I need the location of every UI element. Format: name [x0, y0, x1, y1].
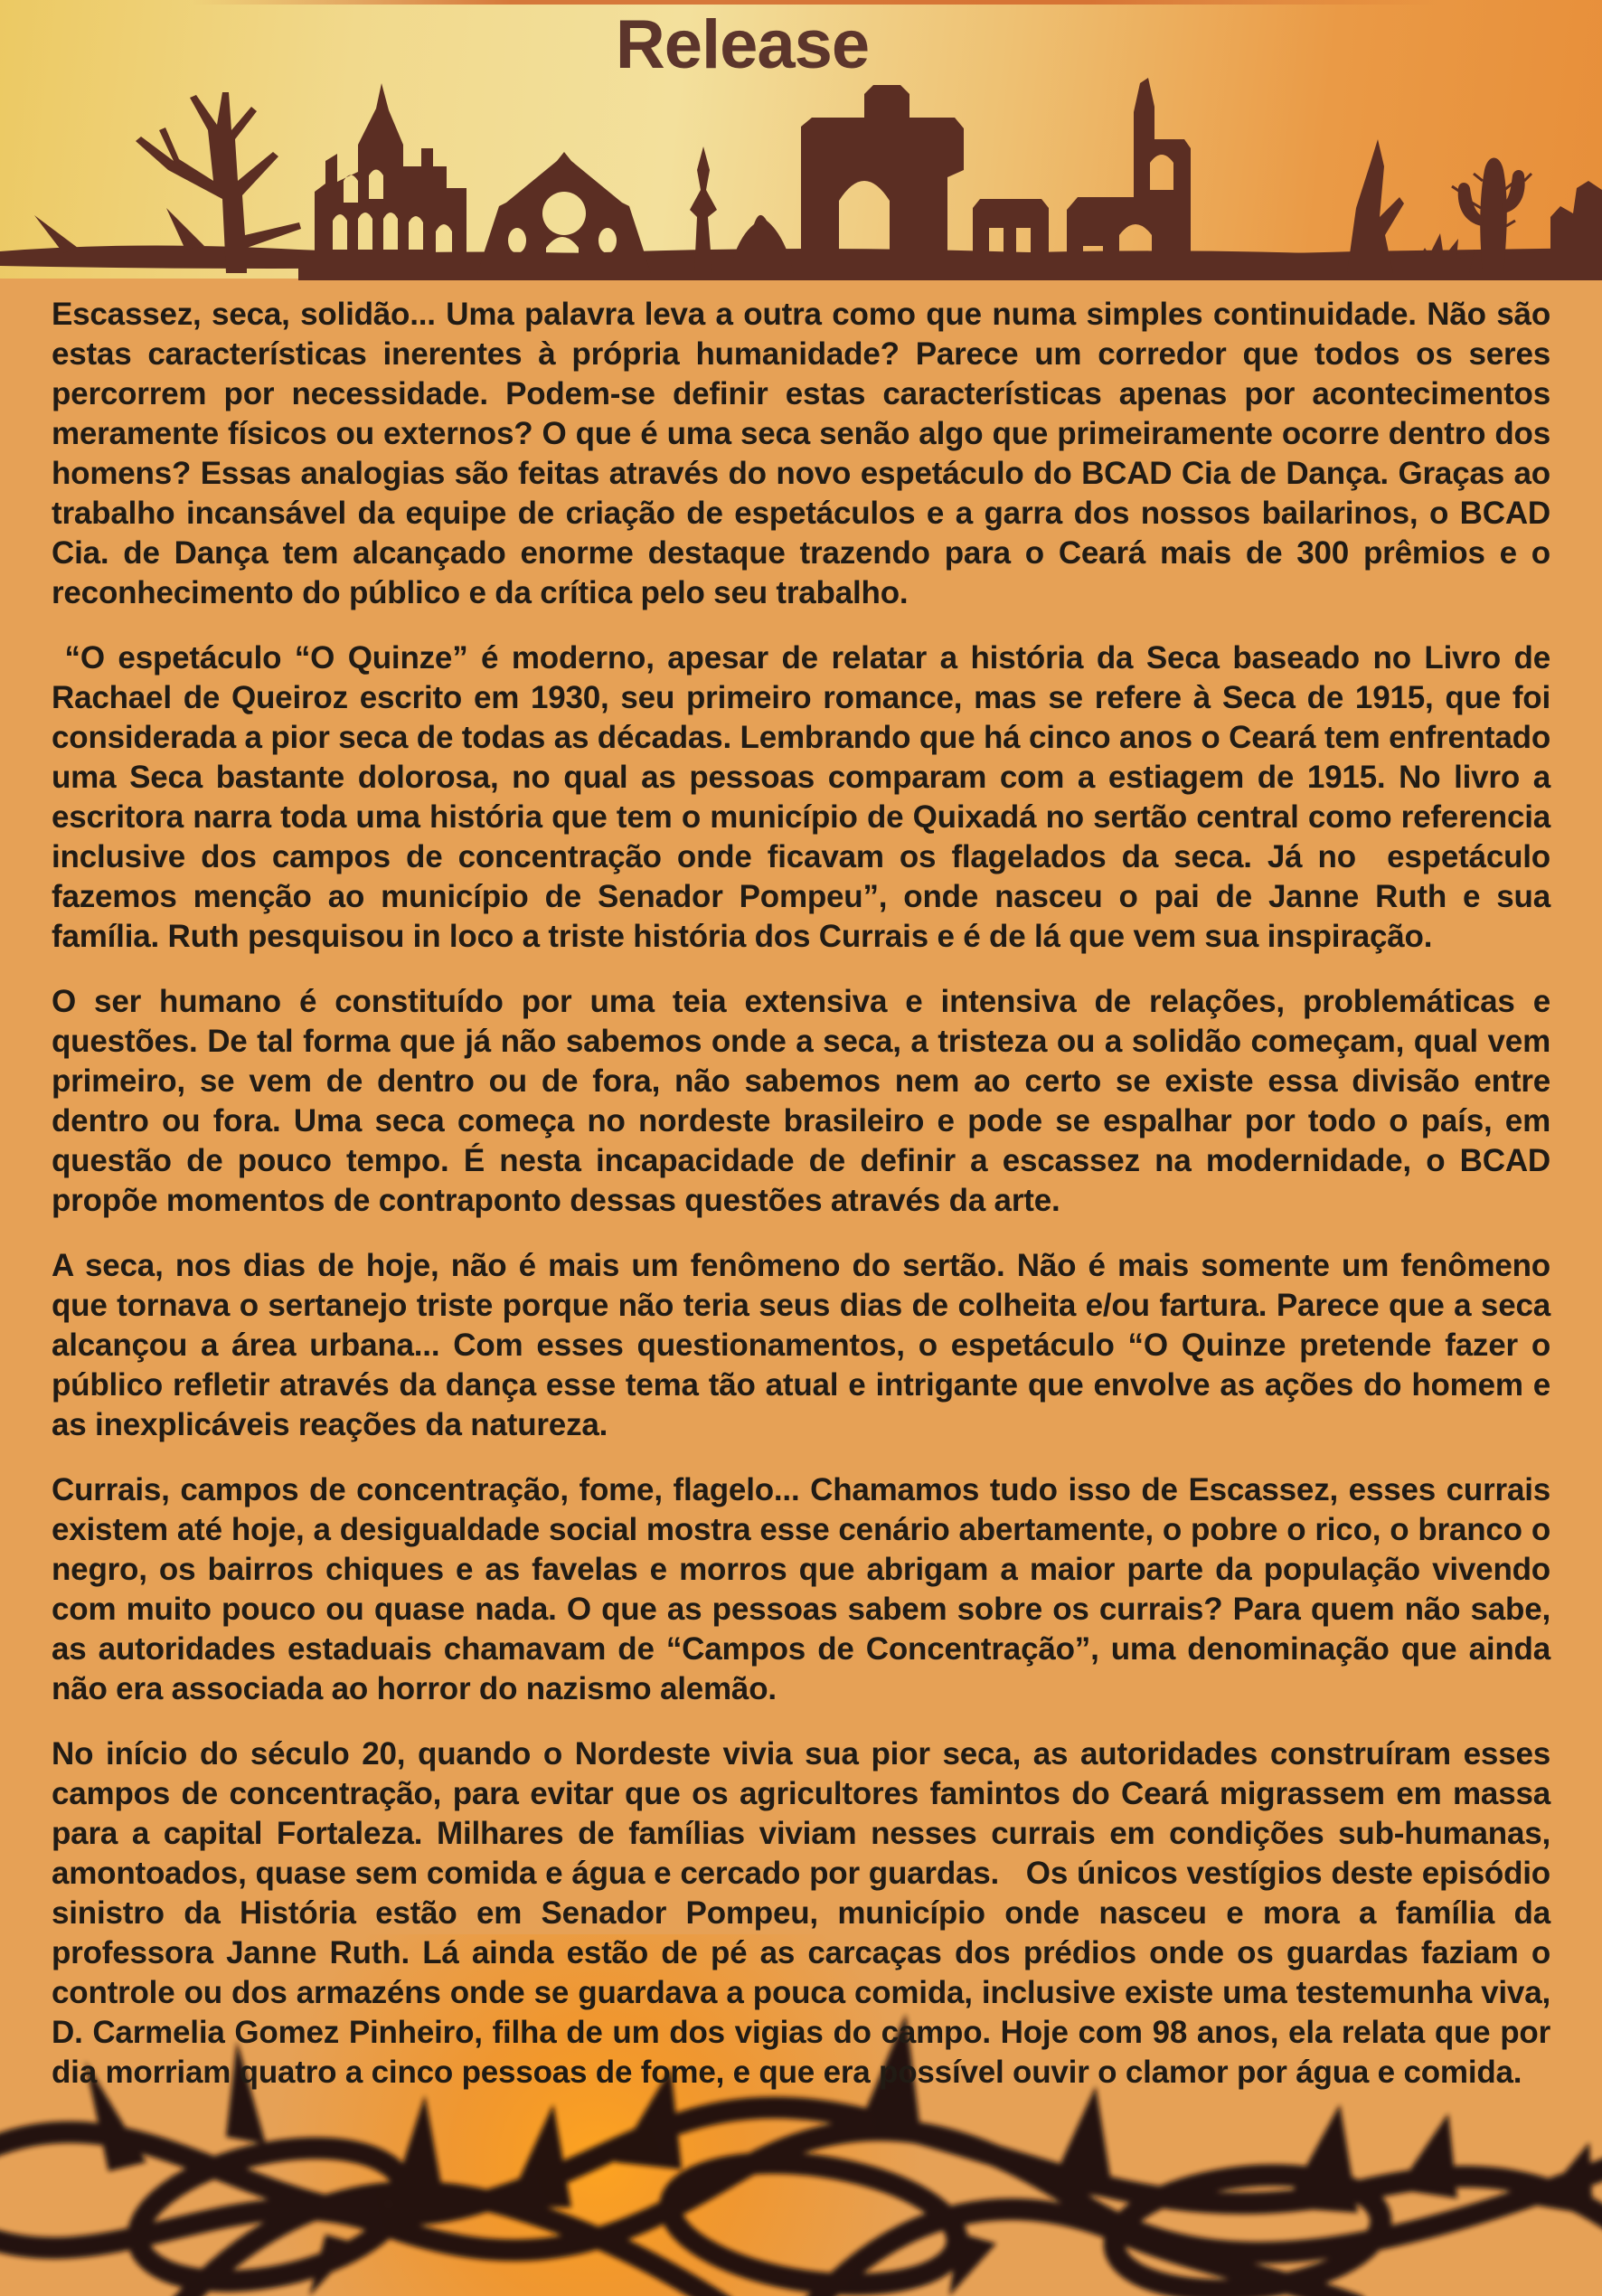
page-header [0, 0, 1602, 279]
release-text [52, 295, 1550, 2118]
paragraph: “O espetáculo “O Quinze” é moderno, apesar de relatar a história da Seca baseado no Livro de Rachael de Queiroz escrito em 1930, seu primeiro romance, mas se refere à Seca de 1915, que foi considerada a pior seca de todas as décadas. Lembrando que há cinco anos o Ceará tem enfrentado uma Seca bastante dolorosa, no qual as pessoas comparam com a estiagem de 1915. No livro a escritora narra toda uma história que tem o município de Quixadá no sertão central como referencia inclusive dos campos de concentração onde ficavam os flagelados da seca. Já no espetáculo fazemos menção ao município de Senador Pompeu”, onde nasceu o pai de Janne Ruth e sua família. Ruth pesquisou in loco a triste história dos Currais e é de lá que vem sua inspiração. [52, 640, 1550, 954]
paragraph: Escassez, seca, solidão... Uma palavra leva a outra como que numa simples continuidade. Não são estas características inerentes à própria humanidade? Parece um corredor que todos os seres percorrem por necessidade. Podem-se definir estas características apenas por acontecimentos meramente físicos ou externos? O que é uma seca senão algo que primeiramente ocorre dentro dos homens? Essas analogias são feitas através do novo espetáculo do BCAD Cia de Dança. Graças ao trabalho incansável da equipe de criação de espetáculos e a garra dos nossos bailarinos, o BCAD Cia. de Dança tem alcançado enorme destaque trazendo para o Ceará mais de 300 prêmios e o reconhecimento do público e da crítica pelo seu trabalho. [52, 297, 1550, 610]
paragraph: A seca, nos dias de hoje, não é mais um fenômeno do sertão. Não é mais somente um fenômeno que tornava o sertanejo triste porque não teria seus dias de colheita e/ou fartura. Parece que a seca alcançou a área urbana... Com esses questionamentos, o espetáculo “O Quinze pretende fazer o público refletir através da dança esse tema tão atual e intrigante que envolve as ações do homem e as inexplicáveis reações da natureza. [52, 1248, 1550, 1442]
paragraph: Currais, campos de concentração, fome, flagelo... Chamamos tudo isso de Escassez, esses currais existem até hoje, a desigualdade social mostra esse cenário abertamente, o pobre o rico, o branco o negro, os bairros chiques e as favelas e morros que abrigam a maior parte da população vivendo com muito pouco ou quase nada. O que as pessoas sabem sobre os currais? Para quem não sabe, as autoridades estaduais chamavam de “Campos de Concentração”, uma denominação que ainda não era associada ao horror do nazismo alemão. [52, 1472, 1550, 1706]
page-title: Release [615, 6, 870, 83]
ruins-skyline-illustration [0, 54, 1602, 280]
paragraph: No início do século 20, quando o Nordeste vivia sua pior seca, as autoridades construíram esses campos de concentração, para evitar que os agricultores famintos do Ceará migrassem em massa para a capital Fortaleza. Milhares de famílias viviam nesses currais em condições sub-humanas, amontoados, quase sem comida e água e cercado por guardas. Os únicos vestígios deste episódio sinistro da História estão em Senador Pompeu, município onde nasceu e mora a família da professora Janne Ruth. Lá ainda estão de pé as carcaças dos prédios onde os guardas faziam o controle ou dos armazéns onde se guardava a pouca comida, inclusive existe uma testemunha viva, D. Carmelia Gomez Pinheiro, filha de um dos vigias do campo. Hoje com 98 anos, ela relata que por dia morriam quatro a cinco pessoas de fome, e que era possível ouvir o clamor por água e comida. [52, 1736, 1550, 2090]
paragraph: O ser humano é constituído por uma teia extensiva e intensiva de relações, problemáticas e questões. De tal forma que já não sabemos onde a seca, a tristeza ou a solidão começam, qual vem primeiro, se vem de dentro ou de fora, não sabemos nem ao certo se existe essa divisão entre dentro ou fora. Uma seca começa no nordeste brasileiro e pode se espalhar por todo o país, em questão de pouco tempo. É nesta incapacidade de definir a escassez na modernidade, o BCAD propõe momentos de contraponto dessas questões através da arte. [52, 984, 1550, 1218]
